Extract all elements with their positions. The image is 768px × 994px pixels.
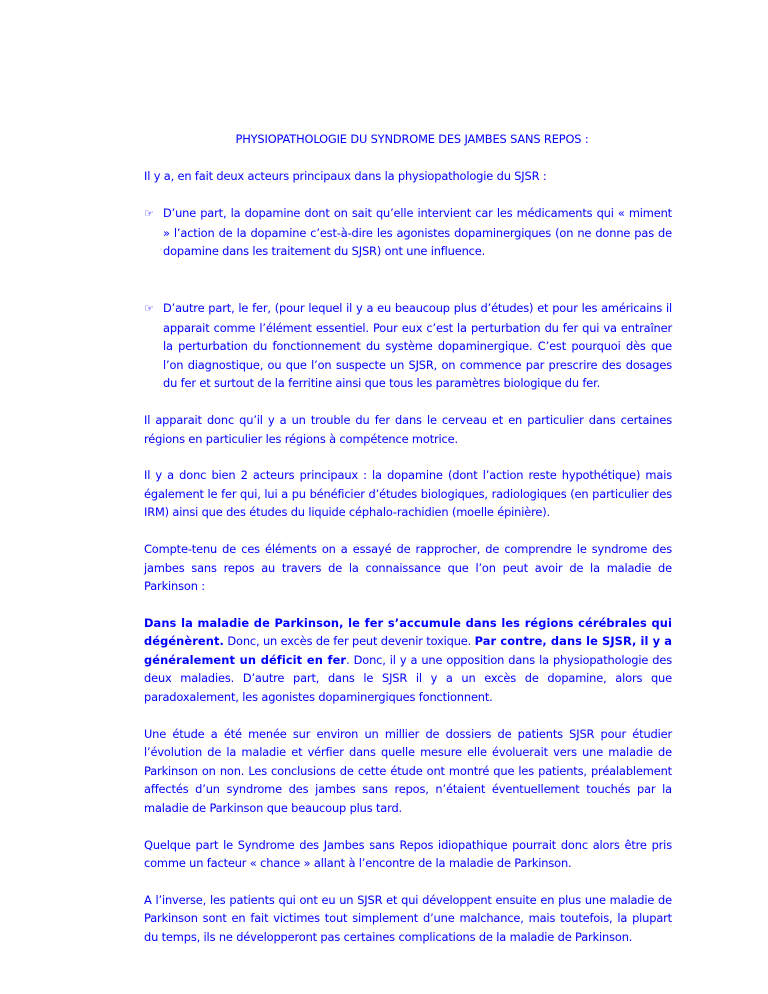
spacer: [144, 279, 672, 299]
bullet-iron: [144, 299, 672, 393]
bullet-iron-text: D’autre part, le fer, (pour lequel il y a eu beaucoup plus d’études) et pour les américains il apparait comme l’élément essentiel. Pour eux c’est la perturbation du fer qui va entraîner la perturbation du fonctionnement du système dopaminergique. C’est pourquoi dès que l’on diagnostique, ou que l’on suspecte un SJSR, on commence par prescrire des dosages du fer et surtout de la ferritine ainsi que tous les paramètres biologique du fer.: [163, 300, 672, 391]
paragraph-opposition: [144, 614, 672, 707]
paragraph-two-actors: Il y a donc bien 2 acteurs principaux : la dopamine (dont l’action reste hypothétique) mais également le fer qui, lui a pu bénéficier d’études biologiques, radiologiques (en particulier des IRM) ainsi que des études du liquide céphalo-rachidien (moelle épinière).: [144, 468, 672, 520]
intro-paragraph: Il y a, en fait deux acteurs principaux dans la physiopathologie du SJSR :: [144, 168, 547, 183]
bold-statement-sjsr: Par contre, dans le SJSR, il y a généralement un déficit en fer: [144, 634, 672, 667]
bold-statement-parkinson: Dans la maladie de Parkinson, le fer s’accumule dans les régions cérébrales qui dégénèrent.: [144, 615, 672, 649]
paragraph-iron-brain: Il apparait donc qu’il y a un trouble du fer dans le cerveau et en particulier dans certaines régions en particulier les régions à compétence motrice.: [144, 412, 672, 446]
paragraph-study: Une étude a été menée sur environ un millier de dossiers de patients SJSR pour étudier l’évolution de la maladie et vérfier dans quelle mesure elle évoluerait vers une maladie de Parkinson on non. Les conclusions de cette étude ont montré que les patients, préalablement affectés d’un syndrome des jambes sans repos, n’étaient éventuellement touchés par la maladie de Parkinson que beaucoup plus tard.: [144, 726, 672, 816]
text-toxic: Donc, un excès de fer peut devenir toxique.: [223, 634, 475, 649]
paragraph-chance: Quelque part le Syndrome des Jambes sans Repos idiopathique pourrait donc alors être pris comme un facteur « chance » allant à l’encontre de la maladie de Parkinson.: [144, 837, 672, 871]
page-title: PHYSIOPATHOLOGIE DU SYNDROME DES JAMBES SANS REPOS :: [235, 132, 589, 146]
text-opposition: . Donc, il y a une opposition dans la physiopathologie des deux maladies. D’autre part, dans le SJSR il y a un excès de dopamine, alors que paradoxalement, les agonistes dopaminergiques fonctionnent.: [144, 652, 672, 705]
pointing-hand-icon: ☞: [144, 207, 154, 221]
paragraph-parkinson-link: Compte-tenu de ces éléments on a essayé de rapprocher, de comprendre le syndrome des jambes sans repos au travers de la connaissance que l’on peut avoir de la maladie de Parkinson :: [144, 541, 672, 594]
bullet-dopamine-text: D’une part, la dopamine dont on sait qu’elle intervient car les médicaments qui « miment » l’action de la dopamine c’est-à-dire les agonistes dopaminergiques (on ne donne pas de dopamine dans les traitement du SJSR) ont une influence.: [163, 206, 672, 259]
paragraph-inverse: A l’inverse, les patients qui ont eu un SJSR et qui développent ensuite en plus une maladie de Parkinson sont en fait victimes tout simplement d’une malchance, mais toutefois, la plupart du temps, ils ne développeront pas certaines complications de la maladie de Parkinson.: [144, 892, 672, 944]
document-page: [144, 130, 672, 965]
pointing-hand-icon: ☞: [144, 301, 154, 315]
bullet-dopamine: [144, 204, 672, 261]
